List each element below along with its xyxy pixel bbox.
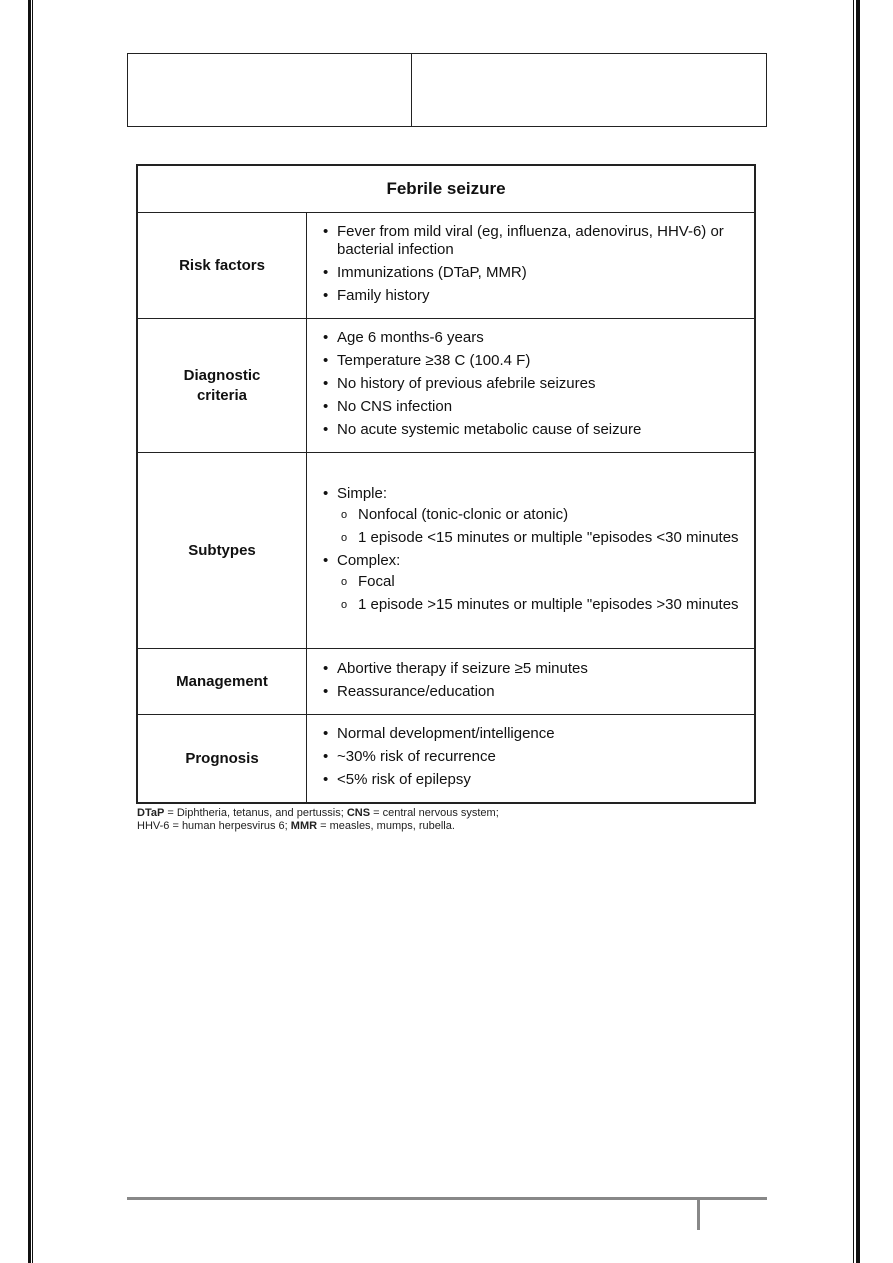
row-content-diagnostic-criteria (307, 319, 756, 453)
subtype-label: Complex: (337, 551, 401, 569)
sub-list-item: o Nonfocal (tonic-clonic or atonic) (337, 506, 744, 524)
table-row-subtypes (137, 453, 755, 649)
table-footnote (137, 807, 757, 833)
header-cell-right (412, 54, 766, 126)
header-cell-left (128, 54, 412, 126)
sub-list-item: o 1 episode <15 minutes or multiple "episodes <30 minutes (337, 529, 744, 547)
row-content-management (307, 649, 756, 715)
list-item: • No CNS infection (321, 398, 744, 416)
febrile-seizure-table (136, 164, 756, 804)
header-table (127, 53, 767, 127)
table-row-management (137, 649, 755, 715)
list-item: • Immunizations (DTaP, MMR) (321, 264, 744, 282)
list-item: • ~30% risk of recurrence (321, 748, 744, 766)
list-item: • No acute systemic metabolic cause of seizure (321, 421, 744, 439)
list-item: • Temperature ≥38 C (100.4 F) (321, 352, 744, 370)
row-label-diagnostic-criteria (137, 319, 307, 453)
list-item: • Family history (321, 287, 744, 305)
footnote-abbr: DTaP (137, 807, 165, 819)
table-title: Febrile seizure (137, 165, 755, 213)
list-item: • Reassurance/education (321, 683, 744, 701)
table-row-prognosis (137, 715, 755, 804)
footnote-abbr: CNS (346, 807, 371, 819)
row-label-line: Diagnostic (183, 366, 261, 384)
list-item-simple (321, 485, 744, 547)
sub-list-item: o 1 episode >15 minutes or multiple "episodes >30 minutes (337, 596, 744, 614)
footnote-def: = Diphtheria, tetanus, and pertussis; (164, 807, 347, 819)
sub-list-item: o Focal (337, 573, 744, 591)
footer-rule (127, 1197, 767, 1200)
list-item: • Fever from mild viral (eg, influenza, adenovirus, HHV-6) or bacterial infection (321, 223, 744, 259)
footnote-def: = human herpesvirus 6; (169, 820, 291, 832)
footnote-abbr: HHV-6 (137, 820, 170, 832)
row-label-risk-factors: Risk factors (137, 213, 307, 319)
page-border-right (853, 0, 860, 1263)
row-content-risk-factors (307, 213, 756, 319)
subtype-label: Simple: (337, 484, 388, 502)
row-content-prognosis (307, 715, 756, 804)
row-label-prognosis: Prognosis (137, 715, 307, 804)
footnote-def: = measles, mumps, rubella. (317, 820, 455, 832)
list-item: • No history of previous afebrile seizures (321, 375, 744, 393)
list-item: • Normal development/intelligence (321, 725, 744, 743)
footnote-def: = central nervous system; (370, 807, 499, 819)
page-border-left (28, 0, 33, 1263)
list-item: • Age 6 months-6 years (321, 329, 744, 347)
row-label-management: Management (137, 649, 307, 715)
row-content-subtypes (307, 453, 756, 649)
row-label-line: criteria (196, 386, 248, 404)
row-label-subtypes: Subtypes (137, 453, 307, 649)
list-item: • <5% risk of epilepsy (321, 771, 744, 789)
list-item-complex (321, 552, 744, 614)
list-item: • Abortive therapy if seizure ≥5 minutes (321, 660, 744, 678)
footnote-abbr: MMR (290, 820, 318, 832)
table-row-risk-factors (137, 213, 755, 319)
footer-page-tick (697, 1199, 700, 1230)
table-row-diagnostic-criteria (137, 319, 755, 453)
